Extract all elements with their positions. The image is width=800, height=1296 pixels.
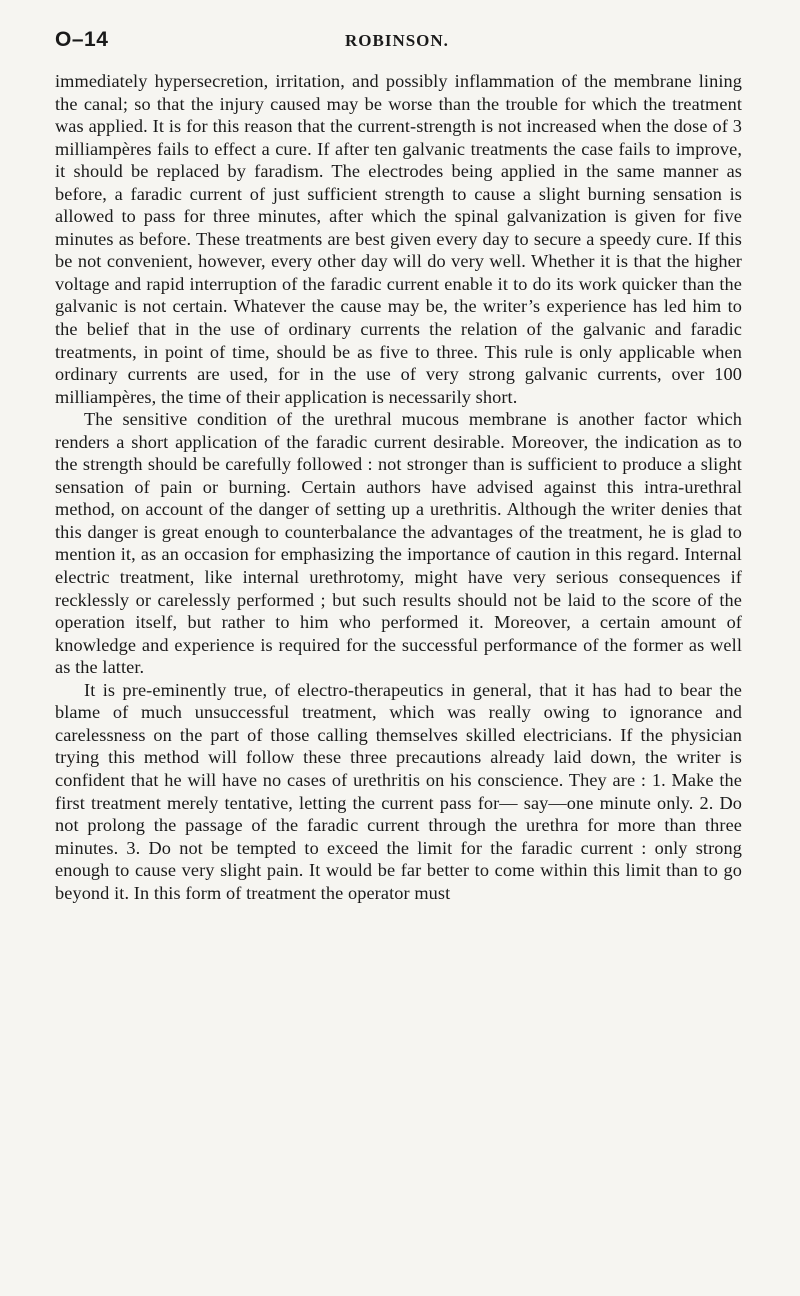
paragraph-2: The sensitive condition of the urethral mucous membrane is another factor which renders a short application of the faradic current desirable. Moreover, the indication as to the strength should be carefully followed : not stronger than is sufficient to produce a slight sensation of pain or burning. Certain authors have advised against this intra-urethral method, on account of the danger of setting up a urethritis. Although the writer denies that this danger is great enough to counterbalance the advantages of the treatment, he is glad to mention it, as an occasion for emphasizing the importance of caution in this regard. Internal electric treatment, like internal urethrotomy, might have very serious consequences if recklessly or carelessly performed ; but such results should not be laid to the score of the operation itself, but rather to him who performed it. Moreover, a certain amount of knowledge and experience is required for the successful performance of the former as well as the latter.: [55, 409, 742, 678]
body-text: [55, 70, 742, 904]
running-head: ROBINSON.: [345, 31, 449, 50]
page-number: O–14: [55, 28, 109, 51]
paragraph-1: immediately hypersecretion, irritation, and possibly inflammation of the membrane lining the canal; so that the injury caused may be worse than the trouble for which the treatment was applied. It is for this reason that the current-strength is not increased when the dose of 3 milliampères fails to effect a cure. If after ten galvanic treatments the case fails to improve, it should be replaced by faradism. The electrodes being applied in the same manner as before, a faradic current of just sufficient strength to cause a slight burning sensation is allowed to pass for three minutes, after which the spinal galvanization is given for five minutes as before. These treatments are best given every day to secure a speedy cure. If this be not convenient, however, every other day will do very well. Whether it is that the higher voltage and rapid interruption of the faradic current enable it to do its work quicker than the galvanic is not certain. Whatever the cause may be, the writer’s experience has led him to the belief that in the use of ordinary currents the relation of the galvanic and faradic treatments, in point of time, should be as five to three. This rule is only applicable when ordinary currents are used, for in the use of very strong galvanic currents, over 100 milliampères, the time of their application is necessarily short.: [55, 71, 742, 407]
page-header: [55, 24, 742, 58]
paragraph-3: It is pre-eminently true, of electro-therapeutics in general, that it has had to bear the blame of much unsuccessful treatment, which was really owing to ignorance and carelessness on the part of those calling themselves skilled electricians. If the physician trying this method will follow these three precautions already laid down, the writer is confident that he will have no cases of urethritis on his conscience. They are : 1. Make the first treatment merely tentative, letting the current pass for— say—one minute only. 2. Do not prolong the passage of the faradic current through the urethra for more than three minutes. 3. Do not be tempted to exceed the limit for the faradic current : only strong enough to cause very slight pain. It would be far better to come within this limit than to go beyond it. In this form of treatment the operator must: [55, 679, 742, 903]
